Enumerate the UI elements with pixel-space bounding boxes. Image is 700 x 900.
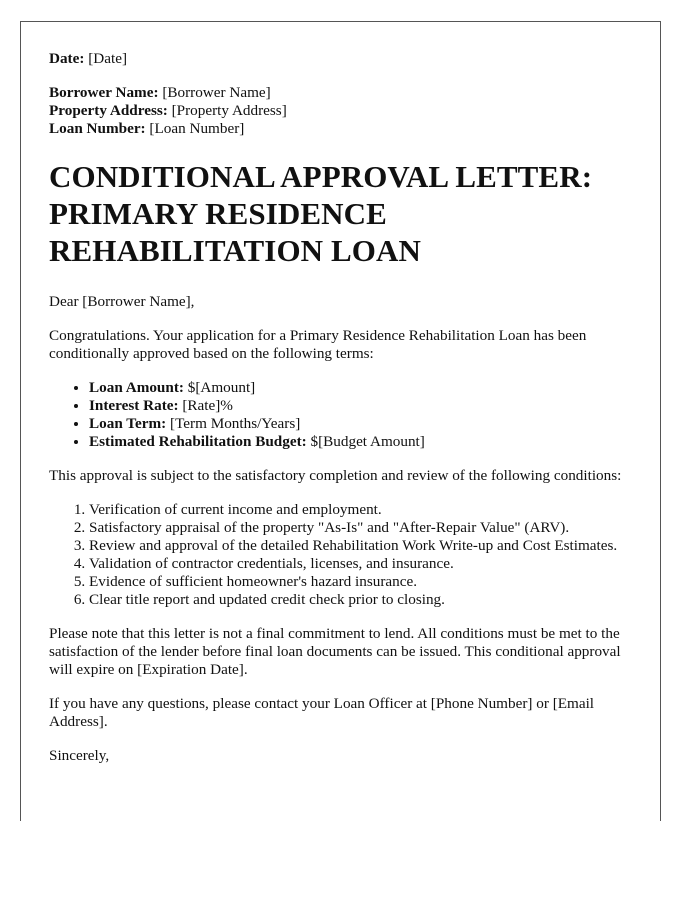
term-value: [Rate]% — [182, 397, 233, 414]
list-item: 1. Verification of current income and employment. — [89, 501, 632, 519]
property-address-line — [49, 102, 632, 120]
borrower-line — [49, 84, 632, 102]
list-item — [89, 397, 632, 415]
term-label: Estimated Rehabilitation Budget: — [89, 433, 307, 450]
list-item — [89, 379, 632, 397]
date-label: Date: — [49, 50, 85, 67]
list-item: 6. Clear title report and updated credit check prior to closing. — [89, 591, 632, 609]
list-item — [89, 415, 632, 433]
loan-info-block — [49, 84, 632, 138]
property-address-value: [Property Address] — [171, 102, 287, 119]
list-item: 2. Satisfactory appraisal of the property "As-Is" and "After-Repair Value" (ARV). — [89, 519, 632, 537]
conditions-intro: This approval is subject to the satisfactory completion and review of the following conditions: — [49, 467, 622, 484]
term-value: $[Amount] — [187, 379, 256, 396]
property-address-label: Property Address: — [49, 102, 168, 119]
term-value: $[Budget Amount] — [310, 433, 425, 450]
list-item: 4. Validation of contractor credentials, licenses, and insurance. — [89, 555, 632, 573]
term-label: Interest Rate: — [89, 397, 179, 414]
notice-paragraph: Please note that this letter is not a final commitment to lend. All conditions must be met to the satisfaction of the lender before final loan documents can be issued. This conditional approval will expire on [Expiration Date]. — [49, 625, 621, 678]
loan-number-value: [Loan Number] — [149, 120, 245, 137]
conditions-list — [49, 501, 632, 609]
borrower-value: [Borrower Name] — [162, 84, 271, 101]
list-item: 5. Evidence of sufficient homeowner's hazard insurance. — [89, 573, 632, 591]
loan-number-label: Loan Number: — [49, 120, 146, 137]
intro-paragraph: Congratulations. Your application for a Primary Residence Rehabilitation Loan has been conditionally approved based on the following terms: — [49, 327, 587, 362]
contact-paragraph: If you have any questions, please contact your Loan Officer at [Phone Number] or [Email Address]. — [49, 695, 595, 730]
date-line — [49, 50, 632, 68]
loan-terms-list — [49, 379, 632, 451]
letter-title: CONDITIONAL APPROVAL LETTER: PRIMARY RESIDENCE REHABILITATION LOAN — [49, 159, 593, 268]
term-label: Loan Amount: — [89, 379, 184, 396]
borrower-label: Borrower Name: — [49, 84, 159, 101]
closing: Sincerely, — [49, 747, 110, 764]
salutation: Dear [Borrower Name], — [49, 293, 195, 310]
term-value: [Term Months/Years] — [170, 415, 301, 432]
date-value: [Date] — [88, 50, 128, 67]
loan-number-line — [49, 120, 632, 138]
term-label: Loan Term: — [89, 415, 167, 432]
list-item — [89, 433, 632, 451]
list-item: 3. Review and approval of the detailed Rehabilitation Work Write-up and Cost Estimates. — [89, 537, 632, 555]
letter-page — [20, 21, 661, 821]
